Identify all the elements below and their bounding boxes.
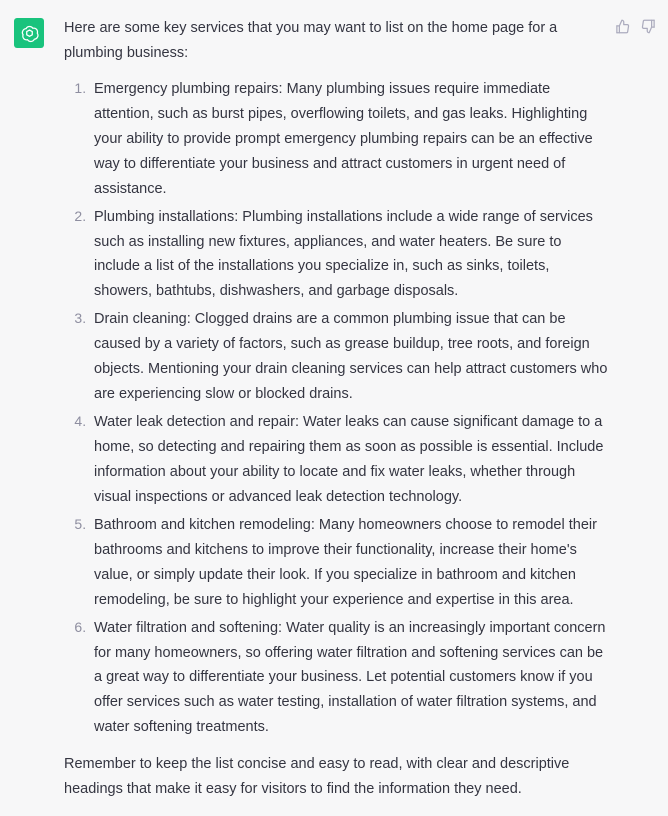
list-item bbox=[90, 409, 608, 510]
service-list bbox=[64, 76, 608, 740]
list-item-text: Emergency plumbing repairs: Many plumbing issues require immediate attention, such as burst pipes, overflowing toilets, and gas leaks. Highlighting your ability to provide prompt emergency plumbing repairs can be an effective way to differentiate your business and attract customers in urgent need of assistance. bbox=[94, 80, 593, 197]
list-item-text: Water leak detection and repair: Water leaks can cause significant damage to a home, so detecting and repairing them as soon as possible is essential. Include information about your ability to locate and fix water leaks, whether through visual inspections or advanced leak detection technology. bbox=[94, 414, 604, 505]
list-item-text: Drain cleaning: Clogged drains are a common plumbing issue that can be caused by a variety of factors, such as grease buildup, tree roots, and foreign objects. Mentioning your drain cleaning services can help attract customers who are experiencing slow or blocked drains. bbox=[94, 311, 608, 403]
openai-logo-icon bbox=[20, 24, 39, 43]
intro-paragraph: Here are some key services that you may want to list on the home page for a plumbing business: bbox=[64, 20, 558, 61]
list-item bbox=[90, 76, 608, 202]
list-item bbox=[90, 204, 608, 305]
list-item-text: Water filtration and softening: Water quality is an increasingly important concern for many homeowners, so offering water filtration and softening services can be a great way to differentiate your business. Let potential customers know if you offer services such as water testing, installation of water filtration systems, and water softening treatments. bbox=[94, 619, 606, 736]
list-item-text: Bathroom and kitchen remodeling: Many homeowners choose to remodel their bathrooms and kitchens to improve their functionality, increase their home's value, or simply update their look. If you specialize in bathroom and kitchen remodeling, be sure to highlight your experience and expertise in this area. bbox=[94, 516, 597, 608]
list-item bbox=[90, 306, 608, 407]
list-item bbox=[90, 512, 608, 613]
list-item-text: Plumbing installations: Plumbing installations include a wide range of services such as installing new fixtures, appliances, and water heaters. Be sure to include a list of the installations you specialize in, such as sinks, toilets, showers, bathtubs, dishwashers, and garbage disposals. bbox=[94, 208, 593, 300]
closing-paragraph: Remember to keep the list concise and easy to read, with clear and descriptive headings that make it easy for visitors to find the information they need. bbox=[64, 756, 570, 798]
message-content bbox=[44, 16, 654, 802]
feedback-controls bbox=[614, 18, 656, 34]
thumbs-down-icon[interactable] bbox=[640, 18, 656, 34]
list-item bbox=[90, 615, 608, 741]
avatar bbox=[14, 18, 44, 48]
thumbs-up-icon[interactable] bbox=[614, 18, 630, 34]
